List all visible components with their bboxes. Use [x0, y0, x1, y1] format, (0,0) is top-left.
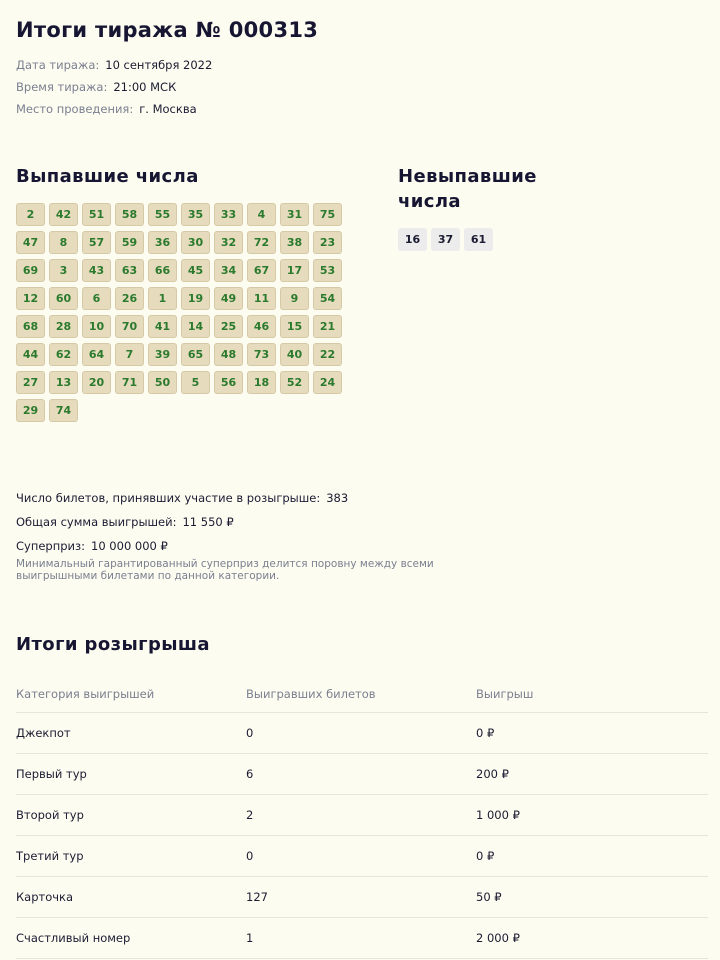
winners-cell: 0 — [246, 835, 476, 876]
drawn-number-ball: 7 — [115, 343, 144, 366]
table-row — [16, 794, 708, 835]
drawn-number-ball: 34 — [214, 259, 243, 282]
drawn-number-ball: 54 — [313, 287, 342, 310]
results-section — [16, 630, 708, 959]
drawn-numbers-grid — [16, 203, 356, 427]
participants-label: Число билетов, принявших участие в розыгрыше: — [16, 491, 321, 505]
drawn-number-ball: 56 — [214, 371, 243, 394]
winners-cell: 0 — [246, 712, 476, 753]
category-cell: Третий тур — [16, 835, 246, 876]
draw-time-row — [16, 76, 708, 98]
drawn-number-ball: 30 — [181, 231, 210, 254]
category-cell: Счастливый номер — [16, 917, 246, 958]
drawn-number-ball: 25 — [214, 315, 243, 338]
prize-cell: 0 ₽ — [476, 712, 708, 753]
drawn-number-ball: 44 — [16, 343, 45, 366]
total-winnings-row — [16, 510, 708, 534]
prize-cell: 50 ₽ — [476, 876, 708, 917]
drawn-number-ball: 48 — [214, 343, 243, 366]
draw-time-label: Время тиража: — [16, 80, 108, 94]
drawn-number-ball: 67 — [247, 259, 276, 282]
drawn-number-ball: 29 — [16, 399, 45, 422]
undrawn-numbers-title: Невыпавшие числа — [398, 166, 537, 212]
drawn-number-ball: 31 — [280, 203, 309, 226]
undrawn-numbers-block — [398, 164, 598, 251]
drawn-number-ball: 5 — [181, 371, 210, 394]
drawn-number-ball: 70 — [115, 315, 144, 338]
drawn-number-ball: 1 — [148, 287, 177, 310]
undrawn-numbers-grid — [398, 228, 598, 251]
drawn-number-ball: 9 — [280, 287, 309, 310]
drawn-number-ball: 8 — [49, 231, 78, 254]
numbers-section — [16, 164, 708, 444]
drawn-number-ball: 47 — [16, 231, 45, 254]
drawn-number-ball: 15 — [280, 315, 309, 338]
drawn-number-ball: 33 — [214, 203, 243, 226]
drawn-number-ball: 69 — [16, 259, 45, 282]
draw-time-value: 21:00 МСК — [113, 80, 177, 94]
category-cell: Карточка — [16, 876, 246, 917]
drawn-number-ball: 58 — [115, 203, 144, 226]
winners-cell: 2 — [246, 794, 476, 835]
drawn-number-ball: 63 — [115, 259, 144, 282]
prize-cell: 200 ₽ — [476, 753, 708, 794]
column-header-prize: Выигрыш — [476, 686, 534, 701]
drawn-number-ball: 2 — [16, 203, 45, 226]
drawn-number-ball: 53 — [313, 259, 342, 282]
superprize-value: 10 000 000 ₽ — [91, 539, 168, 553]
undrawn-number-ball: 37 — [431, 228, 460, 251]
drawn-number-ball: 60 — [49, 287, 78, 310]
drawn-number-ball: 36 — [148, 231, 177, 254]
drawn-number-ball: 23 — [313, 231, 342, 254]
results-title: Итоги розыгрыша — [16, 634, 210, 655]
table-row — [16, 917, 708, 958]
table-row — [16, 876, 708, 917]
draw-date-value: 10 сентября 2022 — [105, 58, 213, 72]
drawn-number-ball: 42 — [49, 203, 78, 226]
prize-cell: 2 000 ₽ — [476, 917, 708, 958]
drawn-numbers-title: Выпавшие числа — [16, 166, 199, 187]
draw-results-page — [16, 16, 708, 945]
drawn-number-ball: 19 — [181, 287, 210, 310]
drawn-number-ball: 38 — [280, 231, 309, 254]
drawn-number-ball: 74 — [49, 399, 78, 422]
total-winnings-label: Общая сумма выигрышей: — [16, 515, 177, 529]
column-header-category: Категория выигрышей — [16, 686, 155, 701]
draw-location-row — [16, 98, 708, 120]
drawn-number-ball: 75 — [313, 203, 342, 226]
winners-cell: 127 — [246, 876, 476, 917]
draw-date-label: Дата тиража: — [16, 58, 100, 72]
drawn-number-ball: 65 — [181, 343, 210, 366]
drawn-number-ball: 72 — [247, 231, 276, 254]
category-cell: Второй тур — [16, 794, 246, 835]
drawn-number-ball: 14 — [181, 315, 210, 338]
participants-value: 383 — [326, 491, 349, 505]
draw-location-value: г. Москва — [139, 102, 197, 116]
draw-date-row — [16, 54, 708, 76]
drawn-number-ball: 59 — [115, 231, 144, 254]
drawn-number-ball: 28 — [49, 315, 78, 338]
winners-cell: 1 — [246, 917, 476, 958]
prize-cell: 0 ₽ — [476, 835, 708, 876]
prize-cell: 1 000 ₽ — [476, 794, 708, 835]
drawn-number-ball: 50 — [148, 371, 177, 394]
drawn-number-ball: 35 — [181, 203, 210, 226]
drawn-number-ball: 52 — [280, 371, 309, 394]
drawn-number-ball: 24 — [313, 371, 342, 394]
drawn-number-ball: 40 — [280, 343, 309, 366]
category-cell: Первый тур — [16, 753, 246, 794]
draw-location-label: Место проведения: — [16, 102, 134, 116]
drawn-number-ball: 71 — [115, 371, 144, 394]
drawn-number-ball: 62 — [49, 343, 78, 366]
superprize-row — [16, 534, 708, 558]
drawn-number-ball: 17 — [280, 259, 309, 282]
drawn-number-ball: 4 — [247, 203, 276, 226]
drawn-number-ball: 18 — [247, 371, 276, 394]
page-title: Итоги тиража № 000313 — [16, 18, 319, 42]
draw-info — [16, 54, 708, 120]
drawn-number-ball: 3 — [49, 259, 78, 282]
drawn-number-ball: 43 — [82, 259, 111, 282]
drawn-number-ball: 27 — [16, 371, 45, 394]
drawn-number-ball: 64 — [82, 343, 111, 366]
drawn-number-ball: 46 — [247, 315, 276, 338]
drawn-number-ball: 68 — [16, 315, 45, 338]
drawn-number-ball: 32 — [214, 231, 243, 254]
undrawn-number-ball: 61 — [464, 228, 493, 251]
total-winnings-value: 11 550 ₽ — [182, 515, 234, 529]
drawn-number-ball: 13 — [49, 371, 78, 394]
drawn-number-ball: 6 — [82, 287, 111, 310]
table-row — [16, 753, 708, 794]
drawn-number-ball: 49 — [214, 287, 243, 310]
column-header-winners: Выигравших билетов — [246, 686, 376, 701]
drawn-number-ball: 12 — [16, 287, 45, 310]
drawn-number-ball: 45 — [181, 259, 210, 282]
results-table — [16, 676, 708, 959]
table-row — [16, 835, 708, 876]
drawn-number-ball: 51 — [82, 203, 111, 226]
drawn-number-ball: 57 — [82, 231, 111, 254]
drawn-number-ball: 11 — [247, 287, 276, 310]
category-cell: Джекпот — [16, 712, 246, 753]
superprize-note: Минимальный гарантированный суперприз делится поровну между всеми выигрышными билетами по данной категории. — [16, 558, 434, 582]
draw-stats — [16, 486, 708, 582]
drawn-number-ball: 55 — [148, 203, 177, 226]
drawn-number-ball: 22 — [313, 343, 342, 366]
undrawn-number-ball: 16 — [398, 228, 427, 251]
drawn-number-ball: 39 — [148, 343, 177, 366]
drawn-number-ball: 26 — [115, 287, 144, 310]
drawn-number-ball: 73 — [247, 343, 276, 366]
drawn-numbers-block — [16, 164, 356, 427]
drawn-number-ball: 41 — [148, 315, 177, 338]
drawn-number-ball: 20 — [82, 371, 111, 394]
table-row — [16, 712, 708, 753]
drawn-number-ball: 10 — [82, 315, 111, 338]
participants-row — [16, 486, 708, 510]
results-header-row — [16, 676, 708, 712]
superprize-label: Суперприз: — [16, 539, 86, 553]
winners-cell: 6 — [246, 753, 476, 794]
drawn-number-ball: 21 — [313, 315, 342, 338]
drawn-number-ball: 66 — [148, 259, 177, 282]
